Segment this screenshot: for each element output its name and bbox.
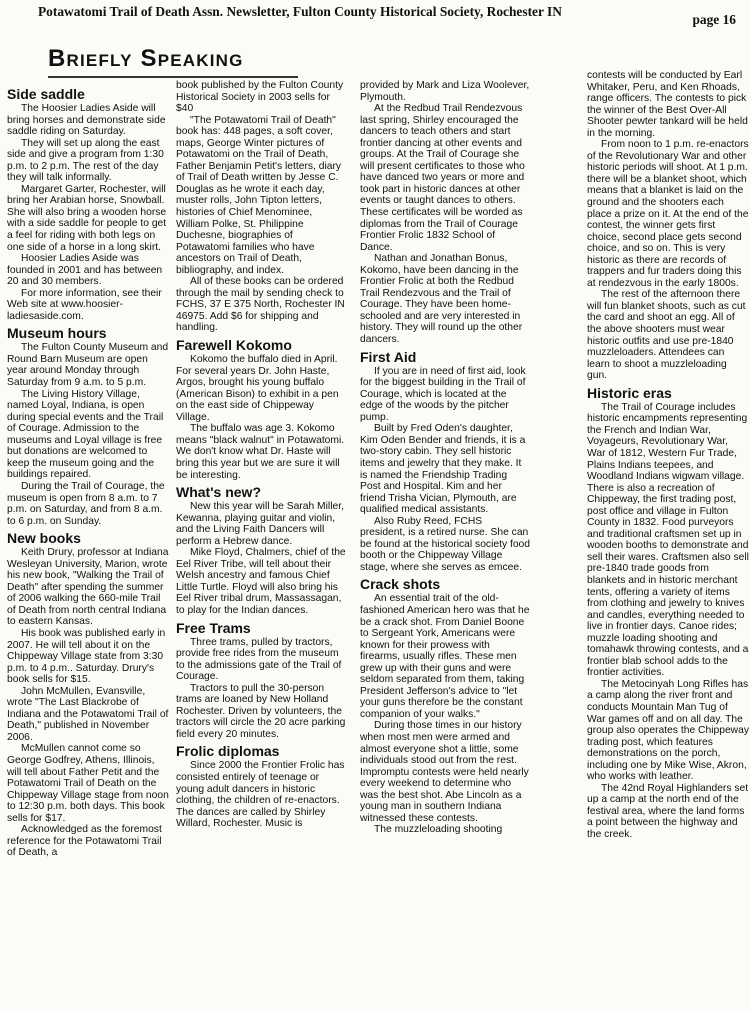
heading-historic-eras: Historic eras <box>587 384 672 401</box>
paragraph: Kokomo the buffalo died in April. For several years Dr. John Haste, Argos, brought his young buffalo (American Bison) to exhibit in a pen on the east side of Chippeway Village. <box>176 354 339 423</box>
heading-frolic-diplomas: Frolic diplomas <box>176 743 280 760</box>
paragraph: Margaret Garter, Rochester, will bring her Arabian horse, Snowball. She will also bring a wooden horse with a side saddle for people to get a feel for riding with both legs on one side of a horse in a long skirt. <box>7 183 167 253</box>
paragraph: "The Potawatomi Trail of Death" book has: 448 pages, a soft cover, maps, George Winter pictures of Potawatomi on the Trail of Death, Father Benjamin Petit's letters, diary of Trail of Death written by Jesse C. Douglas as he wrote it each day, muster rolls, John Tipton letters, histories of Chief Menominee, William Polke, St. Philippine Duchesne, biographies of Potawatomi families who have ancestors on Trail of Death, bibliography, and index. <box>176 114 342 276</box>
heading-crack-shots: Crack shots <box>360 576 441 593</box>
paragraph: contests will be conducted by Earl Whitaker, Peru, and Ken Rhoads, range officers. The contests to pick the winner of the Best Over-All Shooter pewter tankard will be held in the morning. <box>587 70 748 139</box>
paragraph: At the Redbud Trail Rendezvous last spring, Shirley encouraged the dancers to teach others and start frontier dancing at other events and groups. At the Trail of Courage she will present certificates to those who have danced two years or more and took part in historic dances at other events or taught dances to others. These certificates will be worded as diplomas from the Trail of Courage Frontier Frolic 1832 School of Dance. <box>360 103 525 253</box>
paragraph: Nathan and Jonathan Bonus, Kokomo, have been dancing in the Frontier Frolic at both the Redbud Trail Rendezvous and the Trail of Courage. They have been home-schooled and are very interested in history. They will round up the other dancers. <box>360 253 523 346</box>
paragraph: Since 2000 the Frontier Frolic has consisted entirely of teenage or young adult dancers in historic clothing, the children of re-enactors. The dances are called by Shirley Willard, Rochester. Music is <box>176 760 345 830</box>
heading-farewell-kokomo: Farewell Kokomo <box>176 337 292 354</box>
paragraph: During the Trail of Courage, the museum is open from 8 a.m. to 7 p.m. on Saturday, and from 8 a.m. to 6 p.m. on Sunday. <box>7 480 165 527</box>
paragraph: The Living History Village, named Loyal, Indiana, is open during special events and the Trail of Courage. Admission to the museums and Loyal village is free but donations are welcomed to keep the museum going and the buildings repaired. <box>7 388 164 481</box>
heading-new-books: New books <box>7 530 81 547</box>
paragraph: book published by the Fulton County Historical Society in 2003 sells for $40 <box>176 80 344 115</box>
heading-side-saddle: Side saddle <box>7 86 85 102</box>
paragraph: The Fulton County Museum and Round Barn Museum are open year around Monday through Saturday from 9 a.m. to 5 p.m. <box>7 342 169 389</box>
paragraph: Keith Drury, professor at Indiana Wesleyan University, Marion, wrote his new book, "Walking the Trail of Death" after spending the summer of 2006 walking the 660-mile Trail of Death from north central Indiana to eastern Kansas. <box>7 547 169 628</box>
page-number: page 16 <box>692 12 736 27</box>
paragraph: Built by Fred Oden's daughter, Kim Oden Bender and friends, it is a two-story cabin. They sell historic items and jewelry that they make. It is named the Friendship Trading Post and Hospital. Kim and her friend Trisha Vician, Plymouth, are qualified medical assistants. <box>360 423 526 516</box>
section-masthead: Briefly Speaking <box>48 44 298 78</box>
paragraph: If you are in need of first aid, look for the biggest building in the Trail of Courage, which is located at the edge of the woods by the pitcher pump. <box>360 365 526 423</box>
column-1 <box>7 86 169 1011</box>
header-title: Potawatomi Trail of Death Assn. Newsletter, Fulton County Historical Society, Rochester IN <box>38 4 562 19</box>
paragraph: McMullen cannot come so George Godfrey, Athens, Illinois, will tell about Father Petit and the Potawatomi Trail of Death on the Chippeway Village stage from noon to 12:30 p.m. both days. This book sells for $17. <box>7 743 169 824</box>
paragraph: The 42nd Royal Highlanders set up a camp at the north end of the festival area, where the land forms a point between the highway and the creek. <box>587 782 749 840</box>
paragraph: An essential trait of the old-fashioned American hero was that he be a crack shot. From Daniel Boone to Sergeant York, Americans were known for their prowess with firearms, usually rifles. These men grew up with their guns and were seldom separated from them, taking President Jefferson's advice to "let your guns therefore be the constant companion of your walks." <box>360 593 530 720</box>
heading-first-aid: First Aid <box>360 348 417 365</box>
paragraph: For more information, see their Web site at www.hoosier-ladiesaside.com. <box>7 287 162 322</box>
heading-whats-new: What's new? <box>176 484 261 501</box>
paragraph: From noon to 1 p.m. re-enactors of the Revolutionary War and other historic periods will shoot. At 1 p.m. there will be a blanket shoot, which means that a blanket is laid on the ground and the shooters each place a prize on it. At the end of the contest, the winner gets first choice, second place gets second choice, and so on. This is very historic as there are records of trappers and fur traders doing this at rendezvous in the early 1800s. <box>587 139 749 289</box>
paragraph: Hoosier Ladies Aside was founded in 2001 and has between 20 and 30 members. <box>7 253 163 288</box>
paragraph: They will set up along the east side and give a program from 1:30 p.m. to 2 p.m. The rest of the day they will talk informally. <box>7 137 164 184</box>
paragraph: Mike Floyd, Chalmers, chief of the Eel River Tribe, will tell about their Welsh ancestry and famous Chief Little Turtle. Floyd will also bring his Eel River tribal drum, Massassagan, to play for the Indian dances. <box>176 547 346 616</box>
paragraph: The muzzleloading shooting <box>374 824 503 836</box>
column-2 <box>176 80 346 1005</box>
column-3 <box>360 80 530 1005</box>
paragraph: Acknowledged as the foremost reference for the Potawatomi Trail of Death, a <box>7 824 162 859</box>
paragraph: New this year will be Sarah Miller, Kewanna, playing guitar and violin, and the Living Faith Dancers will perform a Hebrew dance. <box>176 501 344 547</box>
paragraph: John McMullen, Evansville, wrote "The Last Blackrobe of Indiana and the Potawatomi Trail of Death," published in November 2006. <box>7 685 169 743</box>
paragraph: Also Ruby Reed, FCHS president, is a retired nurse. She can be found at the historical society food booth or the Chippeway Village stage, where she serves as emcee. <box>360 515 530 573</box>
heading-free-trams: Free Trams <box>176 619 251 636</box>
paragraph: Tractors to pull the 30-person trams are loaned by New Holland Rochester. Driven by volunteers, the tractors will circle the 20 acre parking field every 20 minutes. <box>176 682 346 740</box>
paragraph: The rest of the afternoon there will fun blanket shoots, such as cut the card and shoot an egg. All of the above shooters must wear historic outfits and use pre-1840 muzzleloaders. Attendees can learn to shoot a muzzleloading gun. <box>587 289 746 382</box>
paragraph: The Trail of Courage includes historic encampments representing the French and Indian War, Voyageurs, Revolutionary War, War of 1812, Western Fur Trade, Plains Indians teepees, and Woodland Indians wigwam village. There is also a recreation of Chippeway, the first trading post, post office and village in Fulton County in 1832. Food purveyors and traditional craftsmen set up in wooden booths to demonstrate and sell their wares. Craftsmen also sell pre-1840 trade goods from blankets and in historic merchant tents, offering a variety of items from clothing and jewelry to knives and candles, everything needed to live in frontier days. Canoe rides; muzzle loading shooting and tomahawk throwing contests, and a frontier blab school adds to the frontier activities. <box>587 401 749 679</box>
heading-museum-hours: Museum hours <box>7 325 107 342</box>
paragraph: Three trams, pulled by tractors, provide free rides from the museum to the admissions gate of the Trail of Courage. <box>176 636 342 683</box>
paragraph: provided by Mark and Liza Woolever, Plymouth. <box>360 80 530 103</box>
newsletter-header <box>38 4 738 30</box>
paragraph: The buffalo was age 3. Kokomo means "black walnut" in Potawatomi. We don't know what Dr. Haste will bring this year but we are sure it will be interesting. <box>176 423 345 481</box>
paragraph: During those times in our history when most men were armed and almost everyone shot a little, some individuals stood out from the rest. Impromptu contests were held nearly every weekend to determine who was the best shot. Abe Lincoln as a young man in southern Indiana witnessed these contests. <box>360 720 529 824</box>
paragraph: The Metocinyah Long Rifles has a camp along the river front and conducts Mountain Man Tug of War games off and on all day. The group also operates the Chippeway trading post, which features demonstrations on the porch, including one by Mike Wise, Akron, who works with leather. <box>587 678 749 783</box>
paragraph: All of these books can be ordered through the mail by sending check to FCHS, 37 E 375 North, Rochester IN 46975. Add $6 for shipping and handling. <box>176 276 345 334</box>
paragraph: The Hoosier Ladies Aside will bring horses and demonstrate side saddle riding on Saturday. <box>7 103 166 138</box>
column-4 <box>587 70 749 995</box>
paragraph: His book was published early in 2007. He will tell about it on the Chippeway Village state from 3:30 p.m. to 4 p.m.. Saturday. Drury's book sells for $15. <box>7 627 166 686</box>
